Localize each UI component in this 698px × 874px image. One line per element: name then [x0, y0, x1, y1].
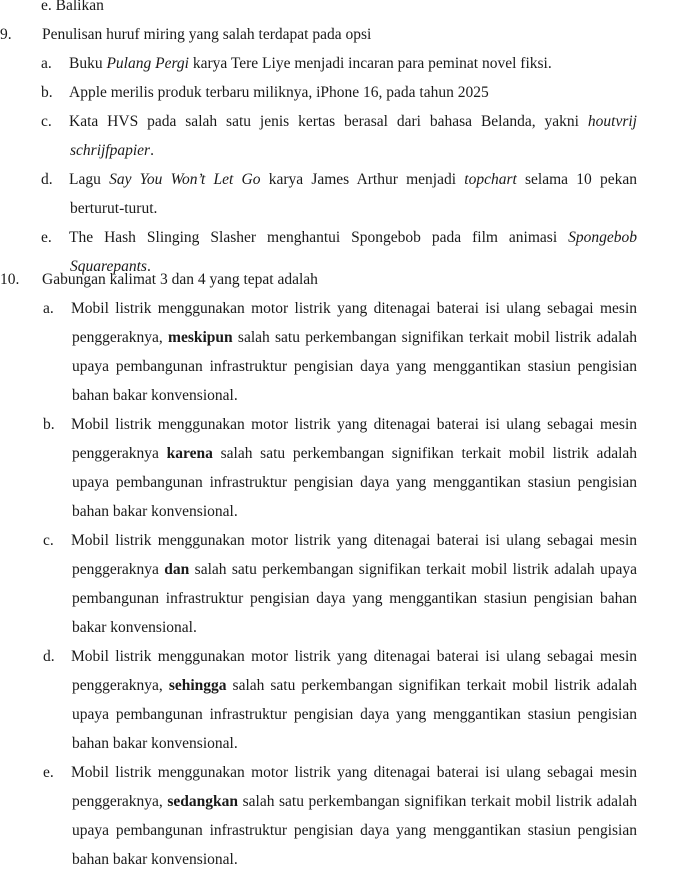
option-row[interactable]: [41, 49, 698, 78]
question-stem-row: [0, 265, 698, 294]
plain-text: .: [146, 258, 151, 275]
plain-text: salah satu perkembangan signifikan terkait mobil listrik adalah upaya pembangunan infrastruktur pengisian daya yang menggantikan stasiun pengisian bahan bakar konvensional.: [72, 329, 637, 404]
option-text: [56, 78, 637, 107]
plain-text: salah satu perkembangan signifikan terkait mobil listrik adalah upaya pembangunan infrastruktur pengisian daya yang menggantikan stasiun pengisian bahan bakar konvensional.: [72, 793, 637, 868]
italic-emphasis: houtvrij schrijfpapier: [70, 113, 637, 159]
option-letter: d.: [41, 171, 53, 188]
option-text: [58, 526, 637, 642]
option-letter: b.: [43, 416, 55, 433]
plain-text: Mobil listrik menggunakan motor listrik yang ditenagai baterai isi ulang sebagai mesin penggeraknya,: [71, 300, 637, 346]
question-number: 10.: [0, 271, 20, 288]
plain-text: .: [150, 142, 154, 159]
question-block-9: [0, 20, 698, 281]
option-row[interactable]: [43, 410, 698, 526]
italic-emphasis: Say You Won’t Let Go: [109, 171, 261, 188]
option-letter: e.: [41, 229, 52, 246]
option-list: [0, 294, 698, 874]
plain-text: The Hash Slinging Slasher menghantui Spongebob pada film animasi: [69, 229, 569, 246]
question-block-10: [0, 265, 698, 874]
option-row[interactable]: [43, 294, 698, 410]
option-row[interactable]: [41, 165, 698, 223]
option-letter: c.: [43, 532, 54, 549]
plain-text: karya James Arthur menjadi: [260, 171, 465, 188]
plain-text: salah satu perkembangan signifikan terkait mobil listrik adalah upaya pembangunan infrastruktur pengisian daya yang menggantikan stasiun pengisian bahan bakar konvensional.: [72, 561, 637, 636]
italic-emphasis: topchart: [464, 171, 517, 188]
plain-text: Lagu: [69, 171, 110, 188]
bold-emphasis: sehingga: [168, 677, 227, 694]
option-text: [56, 107, 637, 165]
option-row[interactable]: [43, 526, 698, 642]
plain-text: selama 10 pekan berturut-turut.: [70, 171, 637, 217]
bold-emphasis: karena: [166, 445, 213, 462]
plain-text: Mobil listrik menggunakan motor listrik yang ditenagai baterai isi ulang sebagai mesin penggeraknya: [71, 416, 637, 462]
option-row[interactable]: [41, 107, 698, 165]
option-text: [58, 294, 637, 410]
option-letter: b.: [41, 84, 53, 101]
italic-emphasis: Pulang Pergi: [106, 55, 189, 72]
option-text: [58, 410, 637, 526]
question-text: Gabungan kalimat 3 dan 4 yang tepat adalah: [42, 271, 318, 288]
option-text: [56, 165, 637, 223]
plain-text: karya Tere Liye menjadi incaran para peminat novel fiksi.: [188, 55, 552, 72]
question-stem-row: [0, 20, 698, 49]
option-row[interactable]: [41, 78, 698, 107]
option-letter: a.: [41, 55, 52, 72]
option-letter: d.: [43, 648, 55, 665]
plain-text: Apple merilis produk terbaru miliknya, iPhone 16, pada tahun 2025: [69, 84, 489, 101]
option-list: [0, 49, 698, 281]
plain-text: Mobil listrik menggunakan motor listrik yang ditenagai baterai isi ulang sebagai mesin penggeraknya,: [71, 648, 637, 694]
option-text: [58, 758, 637, 874]
bold-emphasis: dan: [164, 561, 190, 578]
bold-emphasis: sedangkan: [167, 793, 239, 810]
plain-text: salah satu perkembangan signifikan terkait mobil listrik adalah upaya pembangunan infrastruktur pengisian daya yang menggantikan stasiun pengisian bahan bakar konvensional.: [72, 677, 637, 752]
option-row[interactable]: [43, 758, 698, 874]
option-letter: a.: [43, 300, 54, 317]
plain-text: Mobil listrik menggunakan motor listrik yang ditenagai baterai isi ulang sebagai mesin penggeraknya,: [71, 764, 637, 810]
clipped-previous-option: e. Balikan: [41, 0, 104, 14]
plain-text: Kata HVS pada salah satu jenis kertas berasal dari bahasa Belanda, yakni: [69, 113, 588, 130]
plain-text: Mobil listrik menggunakan motor listrik yang ditenagai baterai isi ulang sebagai mesin penggeraknya: [71, 532, 637, 578]
bold-emphasis: meskipun: [168, 329, 233, 346]
plain-text: salah satu perkembangan signifikan terkait mobil listrik adalah upaya pembangunan infrastruktur pengisian daya yang menggantikan stasiun pengisian bahan bakar konvensional.: [72, 445, 638, 520]
question-number: 9.: [0, 26, 12, 43]
option-text: [58, 642, 637, 758]
option-row[interactable]: [43, 642, 698, 758]
option-letter: c.: [41, 113, 52, 130]
italic-emphasis: Spongebob Squarepants: [70, 229, 637, 275]
option-letter: e.: [43, 764, 54, 781]
question-text: Penulisan huruf miring yang salah terdapat pada opsi: [42, 26, 372, 43]
plain-text: Buku: [69, 55, 107, 72]
option-text: [56, 49, 637, 78]
